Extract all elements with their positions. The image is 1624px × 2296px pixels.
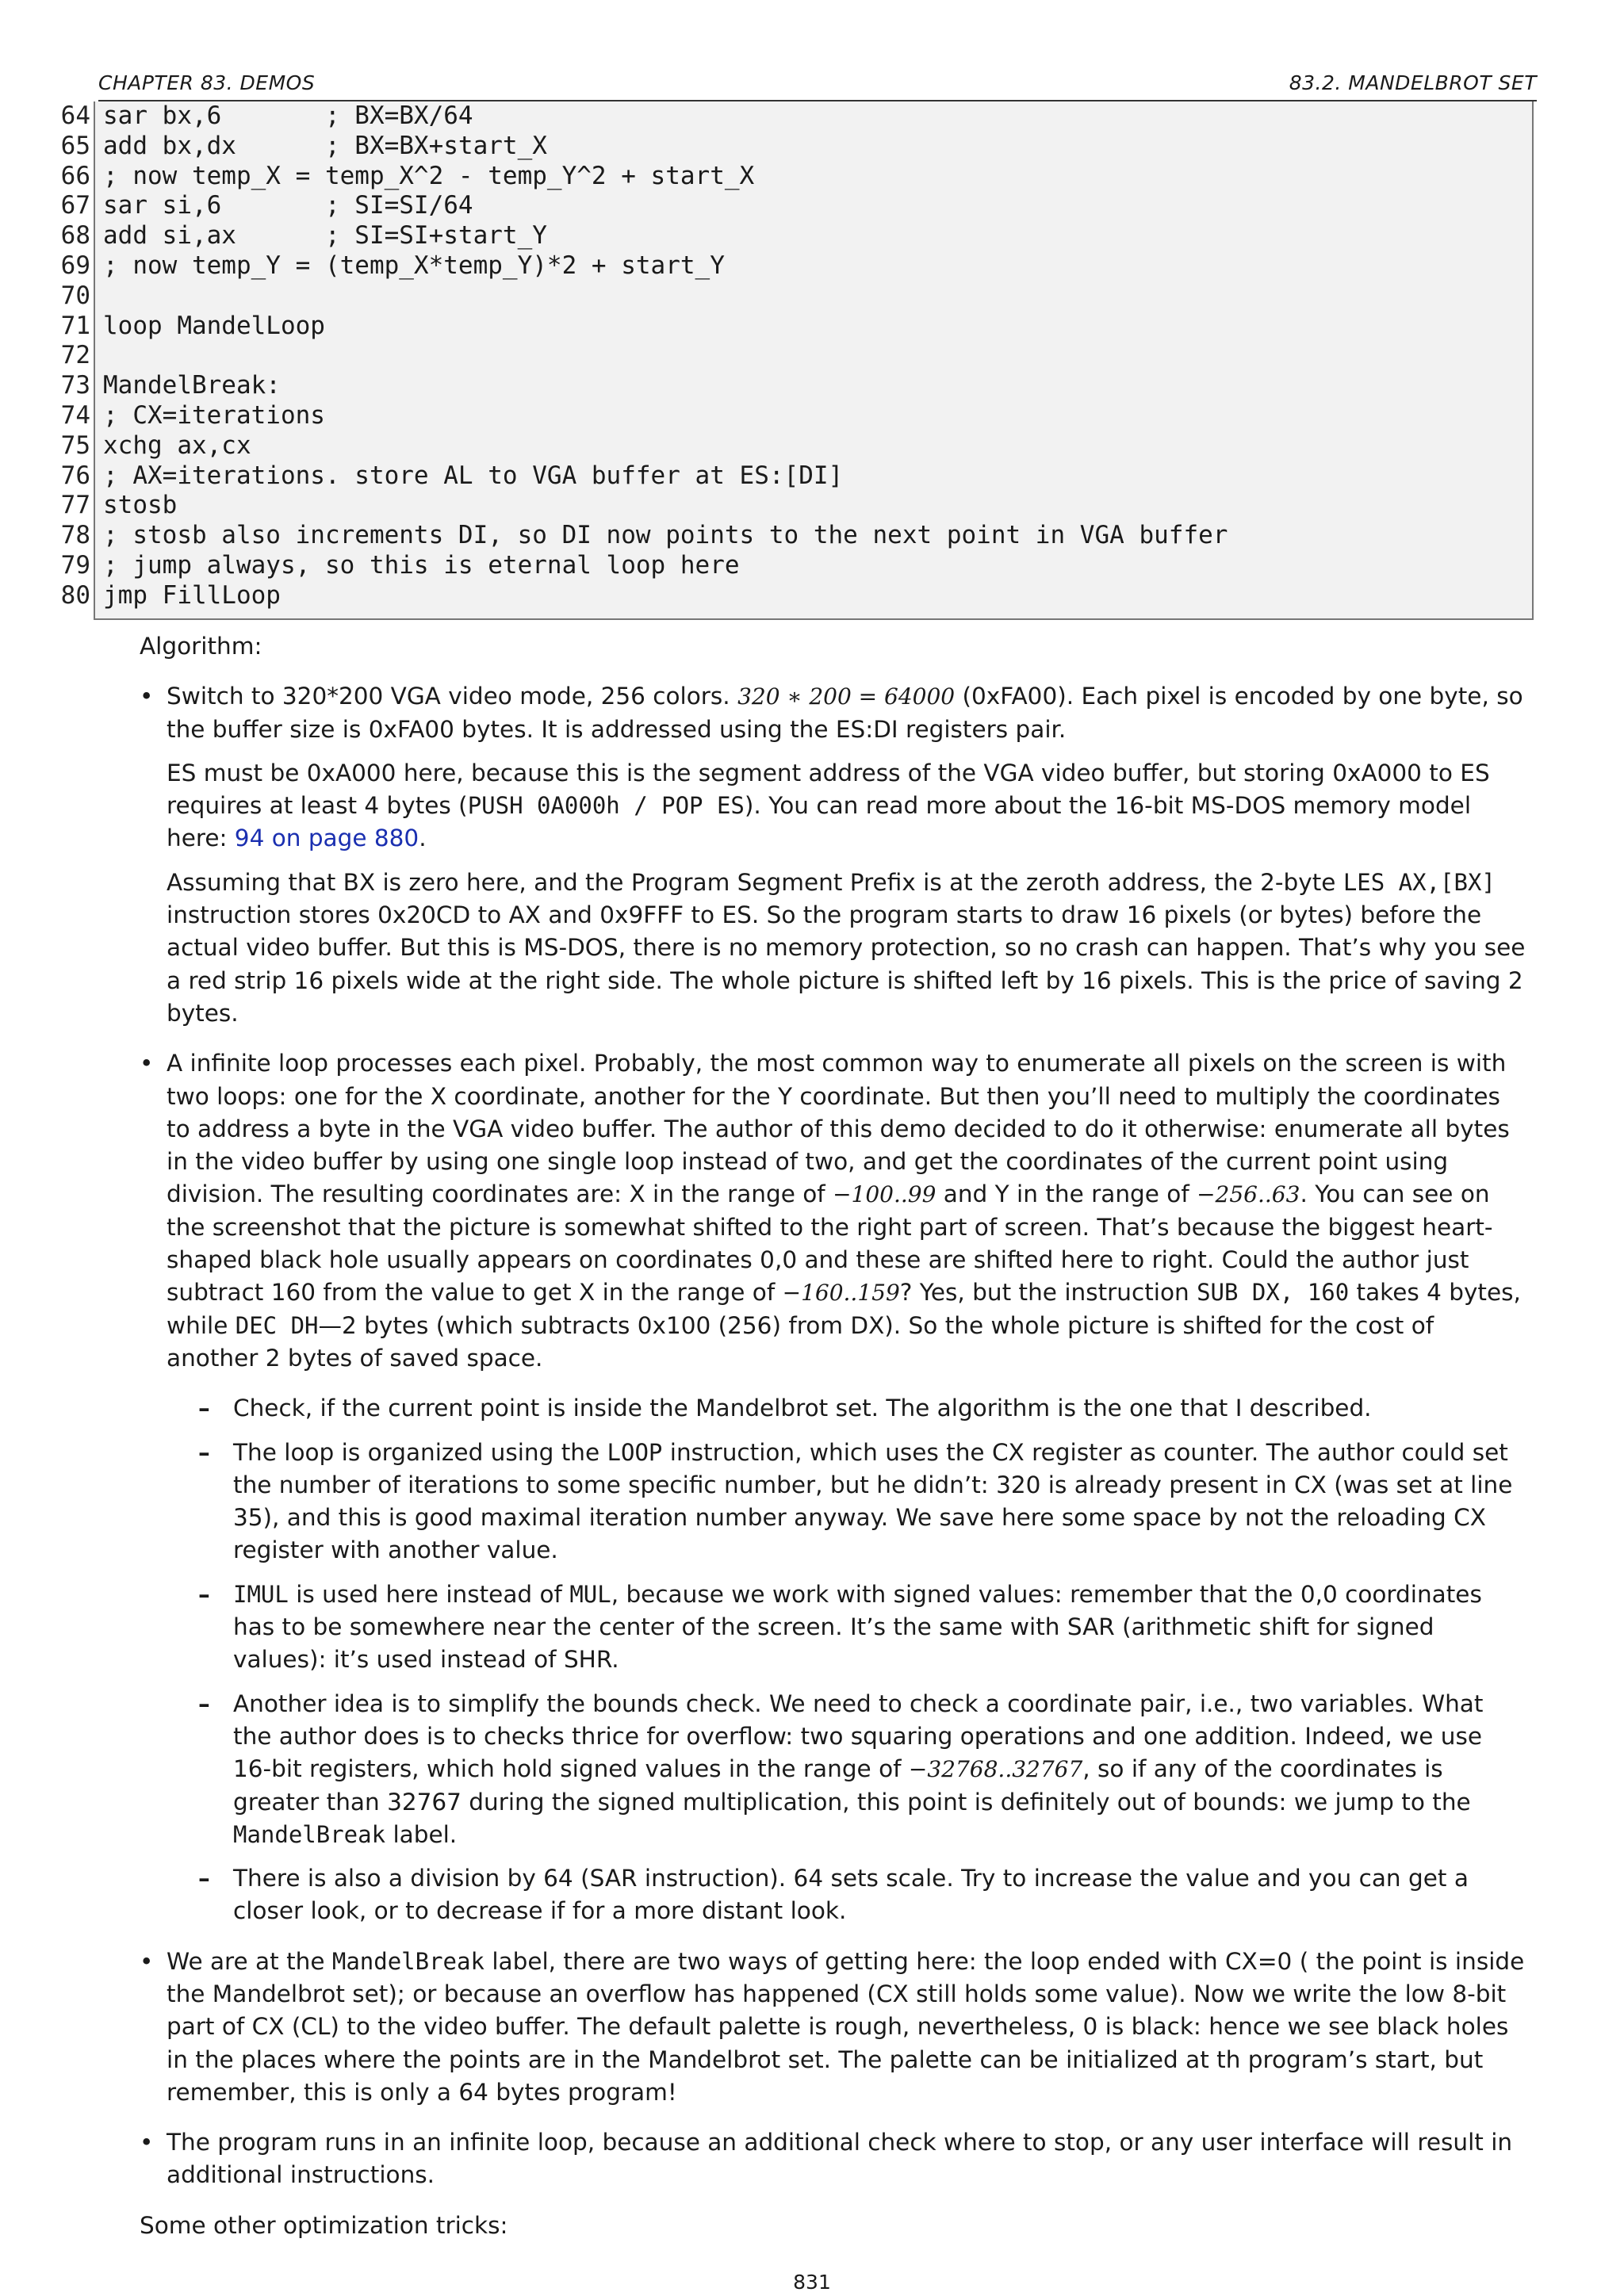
math-expression: 320 ∗ 200 = 64000	[737, 683, 956, 710]
sub-list-item	[198, 1862, 1527, 1928]
text-run: and Y in the range of	[936, 1181, 1197, 1208]
line-numbers	[32, 101, 90, 611]
code-block	[94, 101, 1534, 620]
text-run: .	[419, 825, 427, 852]
chapter-title: CHAPTER 83. DEMOS	[98, 71, 316, 94]
code-line: ; stosb also increments DI, so DI now points to the next point in VGA buffer	[103, 521, 1228, 550]
paragraph	[167, 2126, 1527, 2192]
text-run: —2 bytes (which subtracts 0x100 (256) from DX). So the whole picture is shifted for the cost of another 2 bytes of saved space.	[167, 1311, 1434, 1372]
text-run: The loop is organized using the	[233, 1438, 607, 1466]
paragraph	[167, 680, 1527, 746]
list-item	[140, 1047, 1527, 1927]
line-number: 68	[60, 221, 90, 251]
line-number: 80	[60, 580, 90, 610]
code-line: jmp FillLoop	[103, 580, 281, 610]
inline-code: MandelBreak	[331, 1947, 485, 1975]
line-number: 74	[60, 400, 90, 430]
text-run: Switch to 320*200 VGA video mode, 256 colors.	[167, 683, 738, 710]
text-run: instruction stores 0x20CD to AX and 0x9FFF to ES. So the program starts to draw 16 pixels (or bytes) before the actual video buffer. But this is MS-DOS, there is no memory protection, so no crash can happen. That’s why you see a red strip 16 pixels wide at the right side. The whole picture is shifted left by 16 pixels. This is the price of saving 2 bytes.	[167, 901, 1526, 1027]
text-run: A infinite loop processes each pixel. Probably, the most common way to enumerate all pixels on the screen is with two loops: one for the X coordinate, another for the Y coordinate. But then you’ll need to multiply the coordinates to address a byte in the VGA video buffer. The author of this demo decided to do it otherwise: enumerate all bytes in the video buffer by using one single loop instead of two, and get the coordinates of the current point using division. The resulting coordinates are: X in the range of	[167, 1050, 1510, 1208]
page-reference-link[interactable]: 94 on page 880	[234, 825, 419, 852]
code-line: sar bx,6 ; BX=BX/64	[103, 101, 473, 130]
line-number: 79	[60, 550, 90, 580]
line-number: 73	[60, 371, 90, 400]
code-line: add bx,dx ; BX=BX+start_X	[103, 131, 547, 160]
paragraph	[167, 1047, 1527, 1375]
line-number: 77	[60, 491, 90, 520]
list-item	[140, 1946, 1527, 2109]
algorithm-heading: Algorithm:	[140, 633, 262, 660]
page-number: 831	[793, 2271, 831, 2294]
code-line: ; AX=iterations. store AL to VGA buffer at ES:[DI]	[103, 461, 844, 490]
inline-code: SUB DX, 160	[1197, 1279, 1350, 1307]
line-number: 67	[60, 191, 90, 220]
text-run: label, there are two ways of getting here: the loop ended with CX=0 ( the point is inside the Mandelbrot set); or because an overflow has happened (CX still holds some value). Now we write the low 8-bit part of CX (CL) to the video buffer. The default palette is rough, nevertheless, 0 is black: hence we see black holes in the places where the points are in the Mandelbrot set. The palette can be initialized at th program’s start, but remember, this is only a 64 bytes program!	[167, 1947, 1525, 2106]
text-run: label.	[385, 1820, 458, 1848]
paragraph	[167, 867, 1527, 1030]
code-line: stosb	[103, 491, 178, 520]
inline-code: PUSH 0A000h / POP ES	[467, 792, 745, 820]
code-line: MandelBreak:	[103, 371, 281, 400]
text-run: ? Yes, but the instruction	[899, 1279, 1197, 1307]
text-run: Check, if the current point is inside the Mandelbrot set. The algorithm is the one that I described.	[233, 1395, 1372, 1422]
inline-code: LOOP	[607, 1438, 663, 1466]
text-run: (0xFA00). Each pixel is encoded by one byte, so the buffer size is 0xFA00 bytes. It is addressed using the ES:DI registers pair.	[167, 683, 1523, 743]
sub-list-item	[198, 1578, 1527, 1677]
line-number: 72	[60, 341, 90, 370]
body-text	[140, 630, 1527, 2242]
paragraph	[167, 757, 1527, 855]
closing-paragraph: Some other optimization tricks:	[140, 2211, 508, 2239]
line-number: 69	[60, 251, 90, 280]
code-line: loop MandelLoop	[103, 311, 325, 340]
running-header	[98, 68, 1537, 101]
text-run: , because we work with signed values: remember that the 0,0 coordinates has to be somewhere near the center of the screen. It’s the same with SAR (arithmetic shift for signed values): it’s used instead of SHR.	[233, 1580, 1482, 1674]
inline-code: MandelBreak	[233, 1820, 386, 1848]
text-run: There is also a division by 64 (SAR instruction). 64 sets scale. Try to increase the value and you can get a closer look, or to decrease if for a more distant look.	[233, 1865, 1469, 1925]
sub-list-item	[198, 1688, 1527, 1851]
code-line	[103, 341, 1532, 371]
sub-list-item	[198, 1437, 1527, 1567]
code-line: xchg ax,cx	[103, 430, 251, 460]
text-run: takes 4 bytes, while	[167, 1279, 1521, 1339]
inline-code: IMUL	[233, 1580, 289, 1608]
line-number: 65	[60, 131, 90, 160]
text-run: ). You can read more about the 16-bit MS-DOS memory model here:	[167, 792, 1472, 852]
text-run: ES must be 0xA000 here, because this is the segment address of the VGA video buffer, but storing 0xA000 to ES requires at least 4 bytes (	[167, 759, 1490, 820]
text-run: , so if any of the coordinates is greater than 32767 during the signed multiplication, this point is definitely out of bounds: we jump to the	[233, 1755, 1471, 1816]
code-line: ; now temp_Y = (temp_X*temp_Y)*2 + start_Y	[103, 251, 725, 280]
code-line: sar si,6 ; SI=SI/64	[103, 191, 473, 220]
line-number: 71	[60, 311, 90, 340]
math-expression: −256..63	[1197, 1181, 1300, 1208]
sub-list-item	[198, 1392, 1527, 1425]
inline-code: LES AX,[BX]	[1342, 868, 1496, 896]
inline-code: DEC DH	[235, 1311, 319, 1339]
list-item	[140, 680, 1527, 1030]
code-line: add si,ax ; SI=SI+start_Y	[103, 221, 547, 251]
math-expression: −32768..32767	[908, 1756, 1083, 1783]
line-number: 78	[60, 521, 90, 550]
line-number: 75	[60, 430, 90, 460]
code-line	[103, 281, 1532, 312]
inline-code: MUL	[569, 1580, 611, 1608]
text-run: We are at the	[167, 1947, 332, 1975]
math-expression: −100..99	[833, 1181, 936, 1208]
math-expression: −160..159	[782, 1280, 900, 1307]
text-run: . You can see on the screenshot that the picture is somewhat shifted to the right part of screen. That’s because the biggest heart-shaped black hole usually appears on coordinates 0,0 and these are shifted here to right. Could the author just subtract 160 from the value to get X in the range of	[167, 1181, 1493, 1307]
text-run: instruction, which uses the CX register as counter. The author could set the number of iterations to some specific number, but he didn’t: 320 is already present in CX (was set at line 35), and this is good maximal iteration number anyway. We save here some space by not the reloading CX register with another value.	[233, 1438, 1513, 1564]
code-line: ; CX=iterations	[103, 400, 325, 430]
code-listing	[32, 101, 1537, 622]
text-run: Another idea is to simplify the bounds check. We need to check a coordinate pair, i.e., two variables. What the author does is to checks thrice for overflow: two squaring operations and one addition. Indeed, we use 16-bit registers, which hold signed values in the range of	[233, 1689, 1484, 1783]
list-item	[140, 2126, 1527, 2192]
line-number: 76	[60, 461, 90, 490]
text-run: The program runs in an infinite loop, because an additional check where to stop, or any user interface will result in additional instructions.	[167, 2129, 1513, 2189]
code-line: ; jump always, so this is eternal loop here	[103, 550, 740, 580]
paragraph	[167, 1946, 1527, 2109]
line-number: 64	[60, 101, 90, 130]
text-run: is used here instead of	[288, 1580, 570, 1608]
bullet-list	[140, 680, 1527, 2191]
code-line: ; now temp_X = temp_X^2 - temp_Y^2 + start_X	[103, 161, 755, 190]
line-number: 70	[60, 281, 90, 310]
section-title: 83.2. MANDELBROT SET	[1289, 71, 1537, 94]
line-number: 66	[60, 161, 90, 190]
sub-list	[167, 1392, 1527, 1927]
text-run: Assuming that BX is zero here, and the Program Segment Prefix is at the zeroth address, the 2-byte	[167, 868, 1343, 896]
